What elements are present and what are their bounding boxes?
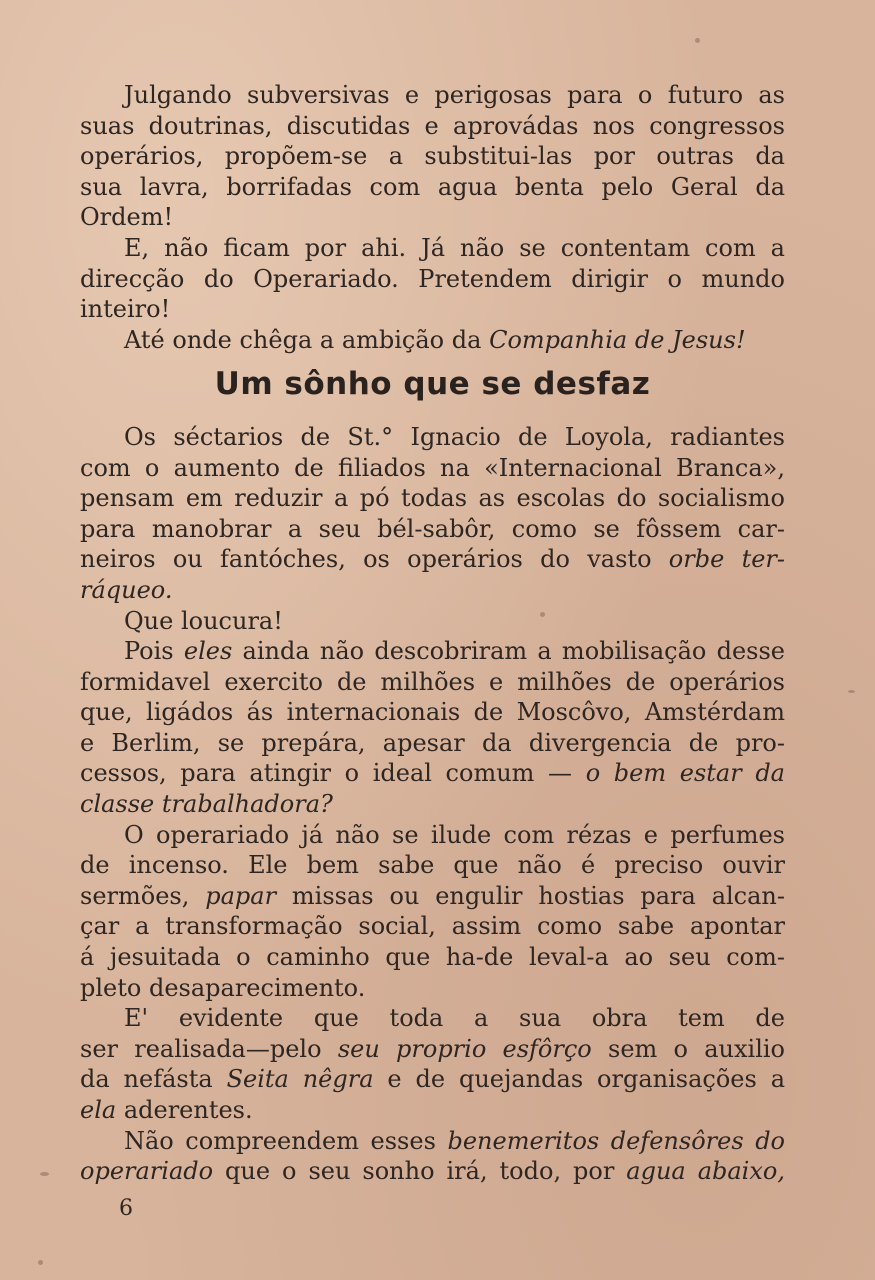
body-text: [80, 80, 785, 1187]
paragraph-6-italic: o bem estar da: [585, 759, 785, 788]
paragraph-9-line: [80, 1126, 785, 1157]
paragraph-4-line: com o aumento de filiados na «Internacional Branca»,: [80, 453, 785, 482]
paragraph-6-line: classe trabalhadora?: [80, 790, 333, 819]
paragraph-8-italic: seu proprio esfôrço: [337, 1034, 592, 1063]
paragraph-8-line: [80, 1095, 785, 1126]
paper-speck: [38, 1260, 43, 1265]
paragraph-8-line: [80, 1064, 785, 1095]
paragraph-8-italic: Seita nêgra: [226, 1065, 374, 1094]
paragraph-3-line: [80, 325, 785, 356]
paragraph-4-line: [80, 544, 785, 575]
paragraph-6-line: [80, 758, 785, 789]
paragraph-6-line: que, ligádos ás internacionais de Moscôvo, Amstérdam: [80, 698, 785, 727]
paragraph-6-text: cessos, para atingir o ideal comum —: [80, 759, 573, 788]
paragraph-7-text: missas ou engulir hostias para alcan-: [291, 881, 785, 910]
paragraph-6-text: Pois: [124, 637, 174, 666]
paragraph-2-line: direcção do Operariado. Pretendem dirigir o mundo: [80, 264, 785, 293]
paragraph-7-line: pleto desaparecimento.: [80, 973, 366, 1002]
paragraph-1-line: Julgando subversivas e perigosas para o futuro as: [124, 81, 785, 109]
paragraph-2-line: inteiro!: [80, 295, 171, 324]
paragraph-7-line: O operariado já não se ilude com rézas e perfumes: [124, 820, 785, 849]
paragraph-4-italic: orbe ter-: [668, 545, 785, 574]
paragraph-4-line: ráqueo.: [80, 575, 173, 604]
paragraph-8-text: aderentes.: [123, 1096, 253, 1124]
section-heading: Um sônho que se desfaz: [214, 366, 651, 403]
paragraph-8-text: e de quejandas organisações a: [387, 1065, 785, 1094]
paragraph-2-line: E, não ficam por ahi. Já não se contentam com a: [124, 233, 785, 262]
page-number: 6: [119, 1196, 133, 1221]
paragraph-7-text: sermões,: [80, 881, 190, 910]
paper-speck: [848, 690, 855, 693]
paragraph-6-line: [80, 636, 785, 667]
paragraph-9-line: [80, 1156, 785, 1187]
paragraph-4-line: Os séctarios de St.° Ignacio de Loyola, radiantes: [124, 422, 785, 451]
paragraph-7-line: [80, 881, 785, 912]
paragraph-8-text: ser realisada—pelo: [80, 1034, 322, 1063]
paragraph-4-line: para manobrar a seu bél-sabôr, como se fôssem car-: [80, 514, 785, 543]
paragraph-3-italic: Companhia de Jesus!: [489, 325, 746, 354]
paragraph-6-line: e Berlim, se prepára, apesar da divergencia de pro-: [80, 728, 785, 757]
paper-speck: [40, 1172, 49, 1176]
paragraph-1-line: Ordem!: [80, 203, 174, 232]
paragraph-8-line: [80, 1034, 785, 1065]
paper-speck: [695, 38, 700, 43]
paragraph-3-text: Até onde chêga a ambição da: [124, 325, 482, 354]
paragraph-7-line: á jesuitada o caminho que ha-de leval-a ao seu com-: [80, 943, 785, 972]
paragraph-9-text: que o seu sonho irá, todo, por: [225, 1157, 615, 1186]
paragraph-8-text: da nefásta: [80, 1065, 213, 1094]
paragraph-7-line: çar a transformação social, assim como sabe apontar: [80, 912, 785, 941]
paragraph-7-italic: papar: [205, 881, 277, 910]
paragraph-9-italic: operariado: [80, 1157, 214, 1186]
paragraph-7-line: de incenso. Ele bem sabe que não é preciso ouvir: [80, 851, 785, 880]
paragraph-8-italic: ela: [80, 1096, 117, 1124]
paragraph-6-line: formidavel exercito de milhões e milhões de operários: [80, 667, 785, 696]
paragraph-8-line: E' evidente que toda a sua obra tem de: [124, 1004, 785, 1033]
paragraph-9-italic: agua abaixo,: [626, 1157, 785, 1186]
paragraph-6-text: ainda não descobriram a mobilisação desse: [242, 637, 785, 666]
paragraph-9-text: Não compreendem esses: [124, 1126, 436, 1155]
paragraph-1-line: suas doutrinas, discutidas e aprovádas nos congressos: [80, 111, 785, 140]
paragraph-6-italic: eles: [183, 637, 233, 666]
paragraph-4-text: neiros ou fantóches, os operários do vasto: [80, 545, 652, 574]
paragraph-1-line: sua lavra, borrifadas com agua benta pelo Geral da: [80, 172, 785, 201]
paragraph-9-italic: benemeritos defensôres do: [447, 1126, 786, 1155]
paragraph-5-line: Que loucura!: [124, 606, 283, 635]
paragraph-8-text: sem o auxilio: [608, 1034, 785, 1063]
paragraph-4-line: pensam em reduzir a pó todas as escolas do socialismo: [80, 484, 785, 513]
paper-speck: [540, 612, 545, 617]
paragraph-1-line: operários, propõem-se a substitui-las por outras da: [80, 142, 785, 171]
